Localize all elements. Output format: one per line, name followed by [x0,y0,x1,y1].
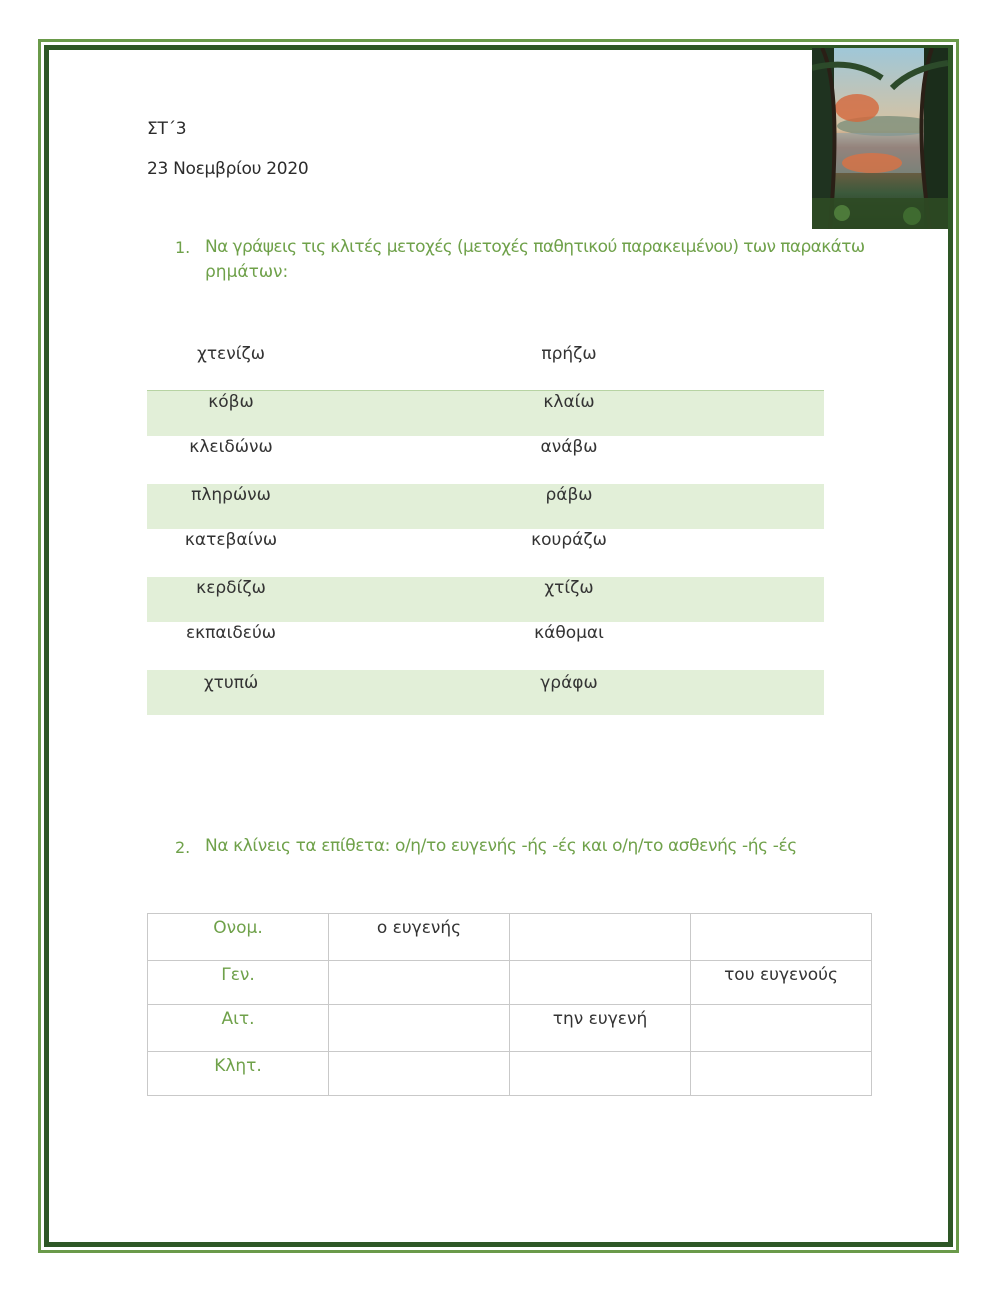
exercise-1-instruction-line2: ρημάτων: [205,262,289,282]
declension-cell[interactable] [510,1052,691,1096]
declension-cell[interactable] [691,1052,872,1096]
table-row [148,914,872,961]
verb-right: γράφω [540,673,598,693]
verb-left: πληρώνω [191,485,271,505]
case-label: Κλητ. [148,1052,329,1096]
declension-cell[interactable] [329,1052,510,1096]
verb-right: πρήζω [541,344,597,364]
declension-cell[interactable]: του ευγενούς [691,961,872,1005]
exercise-1-instruction [205,237,865,282]
exercise-1-instruction-line1: Να γράψεις τις κλιτές μετοχές (μετοχές παθητικού παρακειμένου) των παρακάτω [205,237,865,257]
verb-left: κατεβαίνω [184,530,278,550]
class-label: ΣΤ΄3 [147,119,187,139]
declension-table [147,913,872,1096]
declension-cell[interactable]: την ευγενή [510,1005,691,1052]
declension-cell[interactable] [329,961,510,1005]
verb-right: κάθομαι [534,623,604,643]
declension-cell[interactable] [329,1005,510,1052]
verb-right: κλαίω [543,392,595,412]
table-row [148,1052,872,1096]
table-row [148,1005,872,1052]
declension-cell[interactable] [510,961,691,1005]
landscape-photo [812,48,948,229]
verb-right: κουράζω [531,530,607,550]
verb-right: ράβω [545,485,593,505]
case-label: Αιτ. [148,1005,329,1052]
declension-cell[interactable] [510,914,691,961]
declension-cell[interactable] [691,1005,872,1052]
table-row [148,961,872,1005]
verb-left: κερδίζω [196,578,266,598]
verb-left: χτυπώ [203,673,259,693]
verb-left: κόβω [208,392,254,412]
case-label: Ονομ. [148,914,329,961]
verb-right: χτίζω [544,578,594,598]
date-label: 23 Νοεμβρίου 2020 [147,159,309,179]
verb-left: εκπαιδεύω [185,623,277,643]
declension-cell[interactable]: ο ευγενής [329,914,510,961]
verb-left: χτενίζω [197,344,265,364]
exercise-2-number: 2. [175,838,191,857]
exercise-2-instruction: Να κλίνεις τα επίθετα: ο/η/το ευγενής -ής -ές και ο/η/το ασθενής -ής -ές [205,836,797,856]
verb-left: κλειδώνω [189,437,273,457]
exercise-1-number: 1. [175,238,191,257]
declension-cell[interactable] [691,914,872,961]
case-label: Γεν. [148,961,329,1005]
verb-right: ανάβω [540,437,598,457]
